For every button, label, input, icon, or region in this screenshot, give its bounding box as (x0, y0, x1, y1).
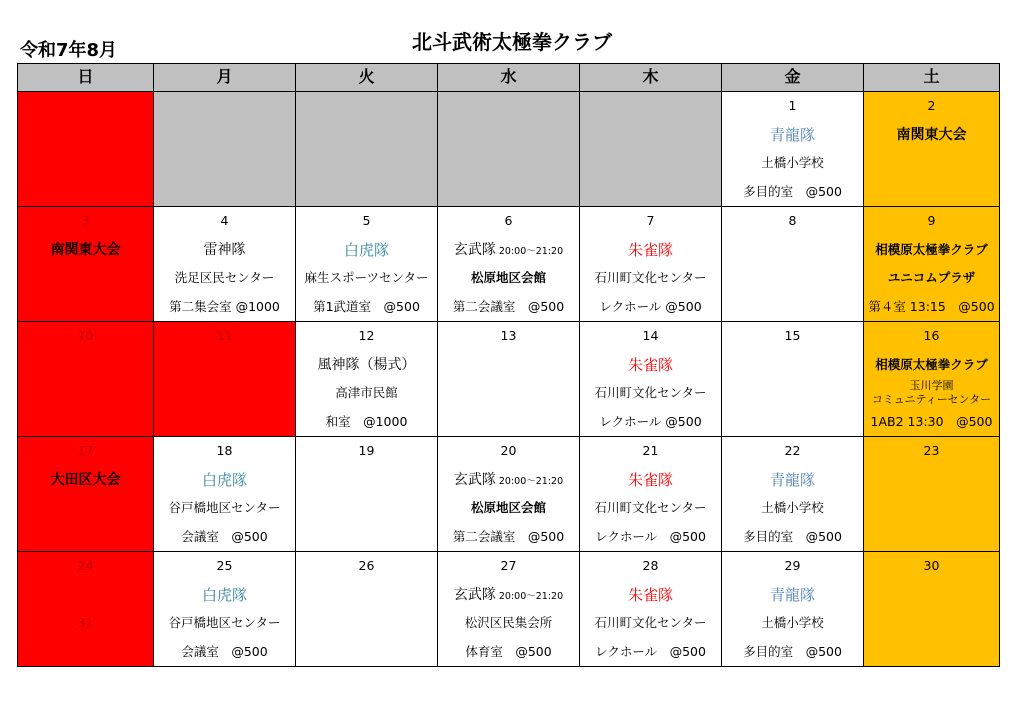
day-number: 4 (220, 213, 229, 228)
day-number: 1 (788, 98, 797, 113)
event-detail: 石川町文化センター (594, 500, 707, 515)
calendar-week-row (18, 322, 1000, 437)
event-title: 白虎隊 (343, 240, 389, 259)
day-number: 9 (927, 213, 936, 228)
event-detail: 和室 @1000 (325, 413, 408, 429)
weekday-tue: 火 (296, 64, 438, 92)
day-cell-sun (18, 207, 154, 322)
day-number: 22 (784, 443, 801, 458)
event-detail: 第二会議室 @500 (452, 298, 565, 314)
event-detail: 第二集会室 @1000 (169, 298, 280, 314)
day-cell-fri (722, 92, 864, 207)
day-cell-sun (18, 437, 154, 552)
day-number: 19 (358, 443, 375, 458)
day-number: 21 (642, 443, 659, 458)
event-detail: レクホール @500 (595, 528, 706, 544)
event-title: 大田区大会 (50, 471, 121, 488)
event-title: 南関東大会 (896, 126, 967, 143)
day-number: 13 (500, 328, 517, 343)
weekday-sun: 日 (18, 64, 154, 92)
day-number: 23 (923, 443, 940, 458)
event-detail: 第二会議室 @500 (452, 528, 565, 544)
event-detail: 石川町文化センター (594, 615, 707, 630)
weekday-thu: 木 (580, 64, 722, 92)
day-cell-wed (438, 207, 580, 322)
day-number: 26 (358, 558, 375, 573)
day-cell-sat (864, 552, 1000, 667)
day-cell-fri (722, 437, 864, 552)
day-cell-thu (580, 552, 722, 667)
calendar-week-row (18, 437, 1000, 552)
calendar-table (17, 63, 1000, 667)
day-number: 3 (81, 213, 90, 228)
day-cell-wed (438, 322, 580, 437)
event-title: 玄武隊 20:00～21:20 (453, 471, 564, 488)
day-number: 8 (788, 213, 797, 228)
day-number: 27 (500, 558, 517, 573)
weekday-sat: 土 (864, 64, 1000, 92)
event-title: 朱雀隊 (627, 355, 673, 374)
day-number: 6 (504, 213, 513, 228)
day-number: 16 (923, 328, 940, 343)
event-title: 青龍隊 (769, 470, 815, 489)
day-cell-sun (18, 552, 154, 667)
event-title: 青龍隊 (769, 125, 815, 144)
event-title: 風神隊（楊式） (317, 356, 416, 373)
event-title: 白虎隊 (201, 585, 247, 604)
day-number: 30 (923, 558, 940, 573)
day-cell-fri (722, 207, 864, 322)
day-cell-fri (722, 552, 864, 667)
calendar-week-row (18, 552, 1000, 667)
day-cell-wed (438, 552, 580, 667)
event-title: 相模原太極拳クラブ (875, 241, 988, 257)
day-cell-sat (864, 322, 1000, 437)
event-detail: 31 (77, 615, 94, 630)
event-title: 朱雀隊 (627, 585, 673, 604)
day-cell-thu (580, 92, 722, 207)
day-cell-fri (722, 322, 864, 437)
event-detail: 洗足区民センター (174, 270, 275, 285)
day-number: 2 (927, 98, 936, 113)
day-number: 29 (784, 558, 801, 573)
event-detail: レクホール @500 (599, 413, 702, 429)
day-cell-mon (154, 92, 296, 207)
event-time: 20:00～21:20 (495, 245, 564, 257)
event-detail: 会議室 @500 (181, 528, 268, 544)
day-cell-tue (296, 322, 438, 437)
day-number: 11 (216, 328, 233, 343)
day-cell-mon (154, 552, 296, 667)
day-number: 25 (216, 558, 233, 573)
event-detail: 多目的室 @500 (743, 643, 842, 659)
event-time: 20:00～21:20 (495, 475, 564, 487)
day-number: 20 (500, 443, 517, 458)
day-cell-wed (438, 92, 580, 207)
day-number: 12 (358, 328, 375, 343)
event-detail: 土橋小学校 (761, 615, 824, 630)
day-cell-sun (18, 92, 154, 207)
day-cell-thu (580, 207, 722, 322)
day-number: 10 (77, 328, 94, 343)
event-title: 青龍隊 (769, 585, 815, 604)
event-title: 朱雀隊 (627, 470, 673, 489)
event-detail: 谷戸橋地区センター (168, 615, 281, 630)
day-cell-mon (154, 437, 296, 552)
weekday-mon: 月 (154, 64, 296, 92)
weekday-fri: 金 (722, 64, 864, 92)
calendar-week-row (18, 207, 1000, 322)
day-cell-tue (296, 207, 438, 322)
event-title: 玄武隊 20:00～21:20 (453, 241, 564, 258)
event-detail: 第４室 13:15 @500 (868, 298, 995, 314)
day-cell-tue (296, 437, 438, 552)
day-cell-mon (154, 207, 296, 322)
weekday-wed: 水 (438, 64, 580, 92)
day-cell-tue (296, 92, 438, 207)
event-detail: 谷戸橋地区センター (168, 500, 281, 515)
day-cell-sat (864, 437, 1000, 552)
day-number: 18 (216, 443, 233, 458)
day-number: 15 (784, 328, 801, 343)
event-detail: レクホール @500 (595, 643, 706, 659)
event-detail: 会議室 @500 (181, 643, 268, 659)
day-cell-wed (438, 437, 580, 552)
event-detail: 松沢区民集会所 (464, 615, 553, 630)
day-cell-sat (864, 207, 1000, 322)
event-detail: 1AB2 13:30 @500 (870, 413, 993, 429)
event-detail: ユニコムプラザ (887, 270, 976, 285)
event-time: 20:00～21:20 (495, 590, 564, 602)
event-detail: 石川町文化センター (594, 270, 707, 285)
event-title: 南関東大会 (50, 241, 121, 258)
event-detail: レクホール @500 (599, 298, 702, 314)
event-detail: 土橋小学校 (761, 500, 824, 515)
event-detail: 多目的室 @500 (743, 528, 842, 544)
event-title: 白虎隊 (201, 470, 247, 489)
event-title: 玄武隊 20:00～21:20 (453, 586, 564, 603)
event-title: 雷神隊 (203, 241, 246, 258)
event-title: 朱雀隊 (627, 240, 673, 259)
day-cell-sun (18, 322, 154, 437)
calendar-week-row (18, 92, 1000, 207)
day-number: 17 (77, 443, 94, 458)
event-detail: 第1武道室 @500 (313, 298, 420, 314)
event-detail: 玉川学園 (909, 379, 954, 392)
event-detail: 体育室 @500 (465, 643, 552, 659)
event-title (18, 581, 153, 610)
day-number: 24 (77, 558, 94, 573)
event-title: 相模原太極拳クラブ (875, 356, 988, 372)
event-detail: 麻生スポーツセンター (304, 270, 429, 285)
event-detail: 土橋小学校 (761, 155, 824, 170)
day-cell-thu (580, 322, 722, 437)
calendar-title: 北斗武術太極拳クラブ (412, 30, 612, 54)
event-detail: コミュニティーセンター (871, 393, 992, 407)
day-cell-tue (296, 552, 438, 667)
event-detail: 石川町文化センター (594, 385, 707, 400)
day-number: 7 (646, 213, 655, 228)
day-cell-sat (864, 92, 1000, 207)
day-cell-mon (154, 322, 296, 437)
day-cell-thu (580, 437, 722, 552)
month-label: 令和7年8月 (20, 40, 118, 61)
event-detail: 高津市民館 (335, 385, 398, 400)
day-number: 14 (642, 328, 659, 343)
event-detail: 多目的室 @500 (743, 183, 842, 199)
event-detail: 松原地区会館 (470, 270, 546, 285)
day-number: 28 (642, 558, 659, 573)
weekday-header-row (18, 64, 1000, 92)
event-detail: 松原地区会館 (470, 500, 546, 515)
day-number: 5 (362, 213, 371, 228)
